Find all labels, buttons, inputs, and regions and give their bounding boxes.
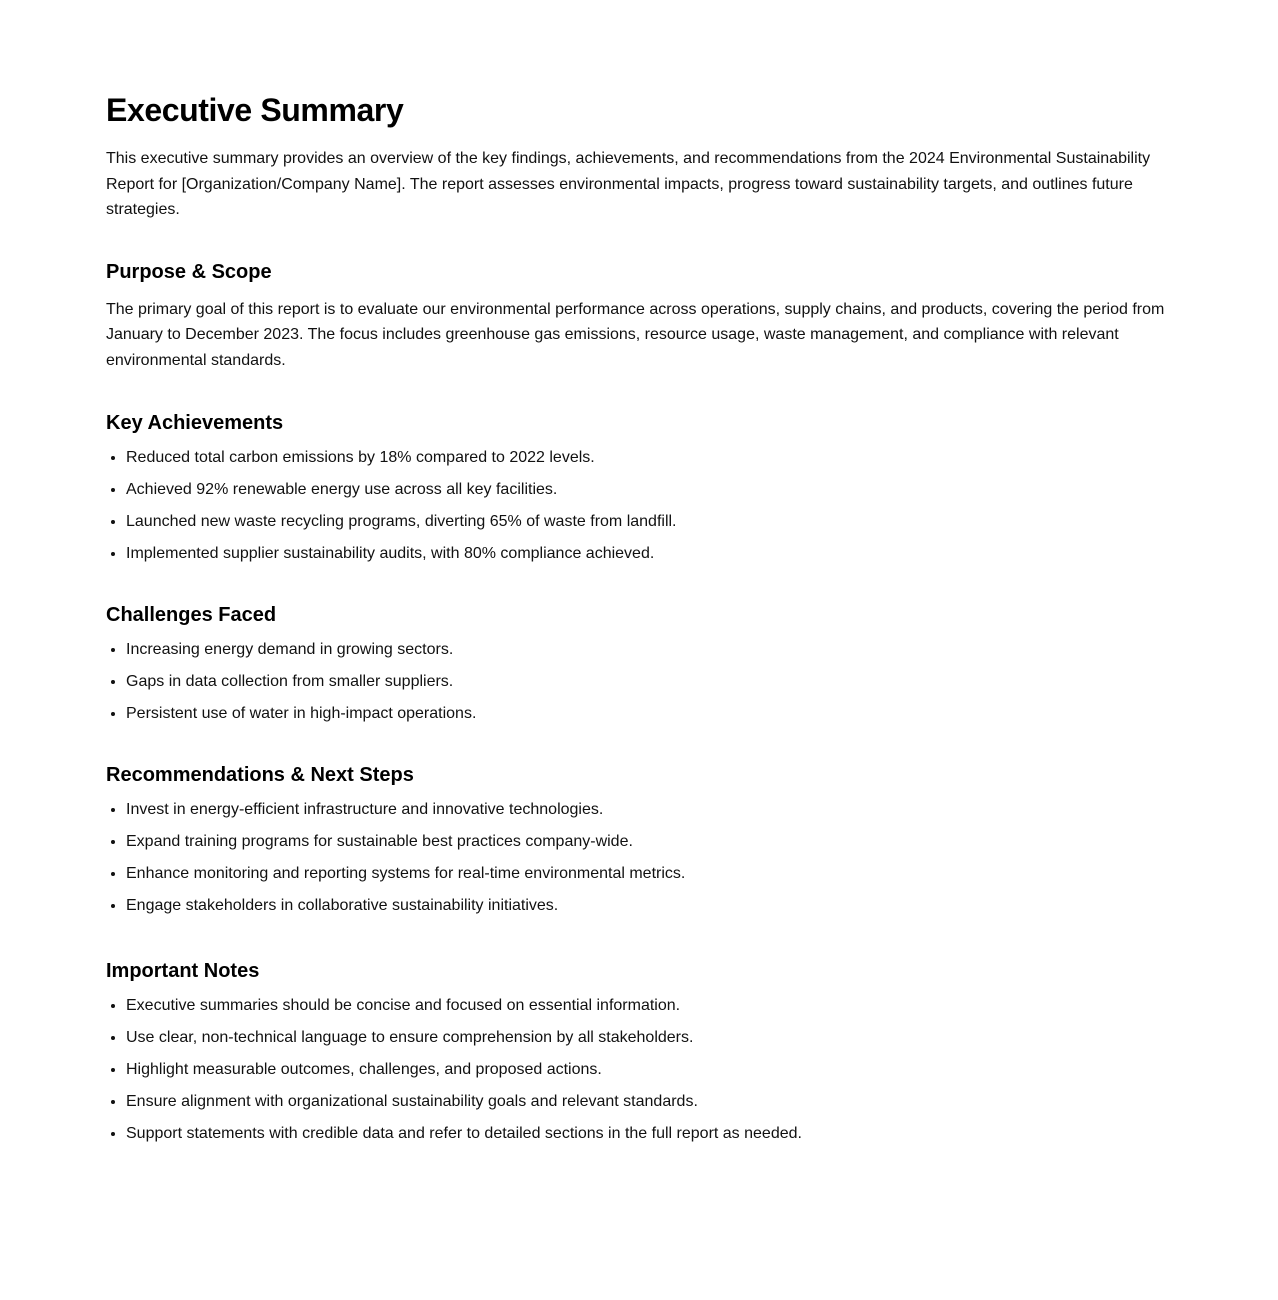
list-item: • Highlight measurable outcomes, challenges, and proposed actions. (126, 1058, 1172, 1082)
intro-paragraph: This executive summary provides an overview of the key findings, achievements, and recommendations from the 2024 Environmental Sustainability Report for [Organization/Company Name]. The report assesses environmental impacts, progress toward sustainability targets, and outlines future strategies. (106, 150, 1151, 219)
section-key-achievements (106, 410, 1172, 566)
section-heading-key-achievements: Key Achievements (106, 411, 284, 434)
challenges-list (106, 638, 1172, 726)
list-item: • Engage stakeholders in collaborative sustainability initiatives. (126, 894, 1172, 918)
section-heading-important-notes: Important Notes (106, 959, 260, 982)
list-item: • Persistent use of water in high-impact operations. (126, 702, 1172, 726)
list-item: • Gaps in data collection from smaller suppliers. (126, 670, 1172, 694)
purpose-scope-paragraph: The primary goal of this report is to evaluate our environmental performance across operations, supply chains, and products, covering the period from January to December 2023. The focus includes greenhouse gas emissions, resource usage, waste management, and compliance with relevant environmental standards. (106, 300, 1165, 369)
list-item: • Achieved 92% renewable energy use across all key facilities. (126, 478, 1172, 502)
list-item: • Use clear, non-technical language to ensure comprehension by all stakeholders. (126, 1026, 1172, 1050)
list-item: • Expand training programs for sustainable best practices company-wide. (126, 830, 1172, 854)
section-challenges-faced (106, 602, 1172, 726)
section-heading-recommendations: Recommendations & Next Steps (106, 763, 414, 786)
section-heading-challenges-faced: Challenges Faced (106, 603, 277, 626)
recommendations-list (106, 798, 1172, 918)
list-item: • Launched new waste recycling programs, diverting 65% of waste from landfill. (126, 510, 1172, 534)
section-important-notes (106, 958, 1172, 1146)
achievements-list (106, 446, 1172, 566)
section-recommendations (106, 762, 1172, 918)
list-item: • Support statements with credible data and refer to detailed sections in the full report as needed. (126, 1122, 1172, 1146)
list-item: • Increasing energy demand in growing sectors. (126, 638, 1172, 662)
list-item: • Enhance monitoring and reporting systems for real-time environmental metrics. (126, 862, 1172, 886)
list-item: • Executive summaries should be concise and focused on essential information. (126, 994, 1172, 1018)
list-item: • Ensure alignment with organizational sustainability goals and relevant standards. (126, 1090, 1172, 1114)
list-item: • Invest in energy-efficient infrastructure and innovative technologies. (126, 798, 1172, 822)
page-title: Executive Summary (106, 92, 404, 128)
list-item: • Reduced total carbon emissions by 18% compared to 2022 levels. (126, 446, 1172, 470)
document-page (106, 90, 1172, 1146)
section-purpose-scope (106, 259, 1172, 374)
list-item: • Implemented supplier sustainability audits, with 80% compliance achieved. (126, 542, 1172, 566)
section-heading-purpose-scope: Purpose & Scope (106, 260, 272, 283)
notes-list (106, 994, 1172, 1146)
